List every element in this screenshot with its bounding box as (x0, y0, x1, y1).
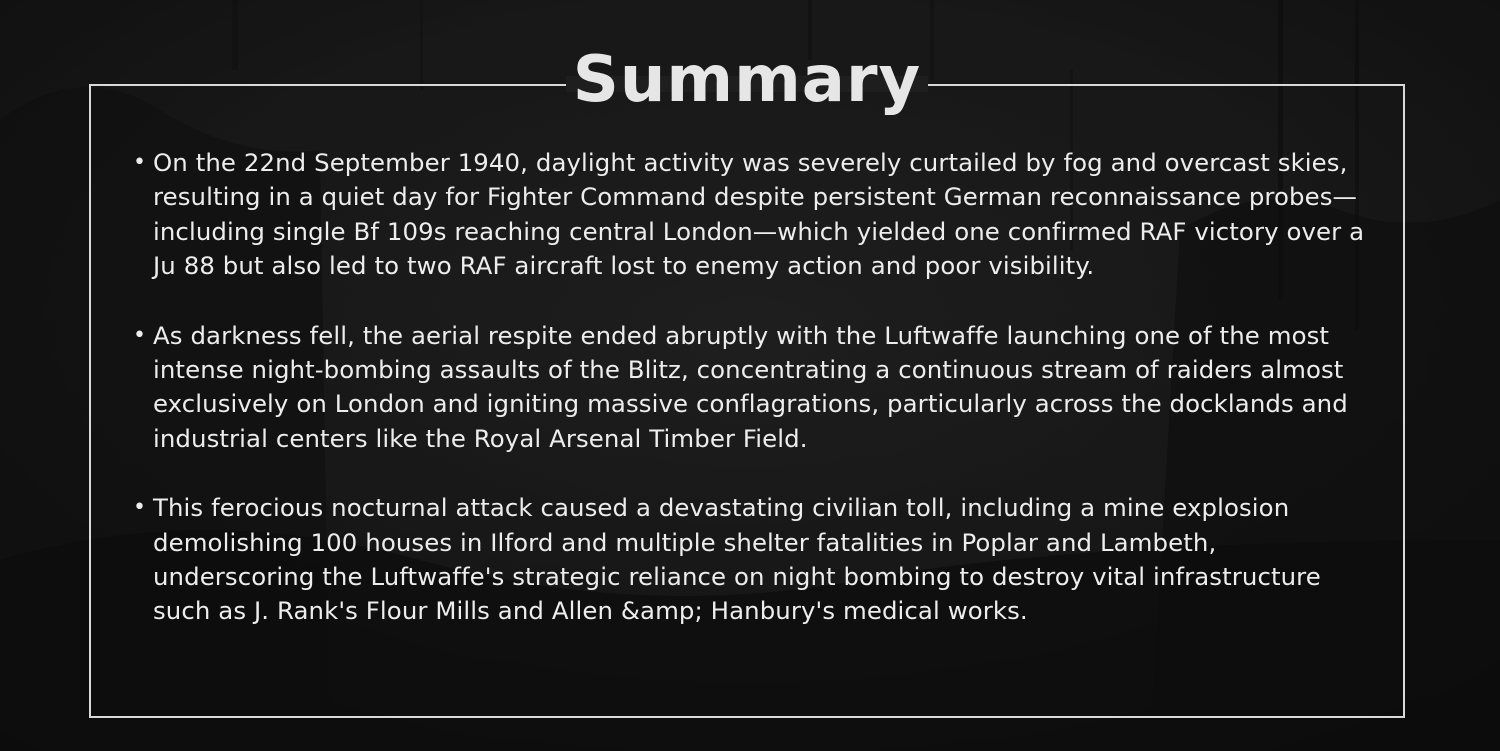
bullet-icon: • (133, 150, 147, 175)
bullet-text: This ferocious nocturnal attack caused a devastating civilian toll, including a mine explosion demolishing 100 houses in Ilford and multiple shelter fatalities in Poplar and Lambeth, underscoring the Luftwaffe's strategic reliance on night bombing to destroy vital infrastructure such as J. Rank's Flour Mills and Allen &amp; Hanbury's medical works. (153, 493, 1321, 626)
list-item (131, 319, 1381, 457)
list-item (131, 491, 1381, 629)
list-item (131, 146, 1381, 284)
bullet-text: As darkness fell, the aerial respite ended abruptly with the Luftwaffe launching one of the most intense night-bombing assaults of the Blitz, concentrating a continuous stream of raiders almost exclusively on London and igniting massive conflagrations, particularly across the docklands and industrial centers like the Royal Arsenal Timber Field. (153, 320, 1348, 453)
page-title: Summary (572, 43, 922, 117)
summary-list (131, 146, 1381, 664)
title-container (566, 30, 928, 130)
bullet-icon: • (133, 322, 147, 348)
bullet-text: On the 22nd September 1940, daylight activity was severely curtailed by fog and overcast skies, resulting in a quiet day for Fighter Command despite persistent German reconnaissance probes—including single Bf 109s reaching central London—which yielded one confirmed RAF victory over a Ju 88 but also led to two RAF aircraft lost to enemy action and poor visibility. (153, 148, 1365, 281)
bullet-icon: • (133, 495, 147, 521)
